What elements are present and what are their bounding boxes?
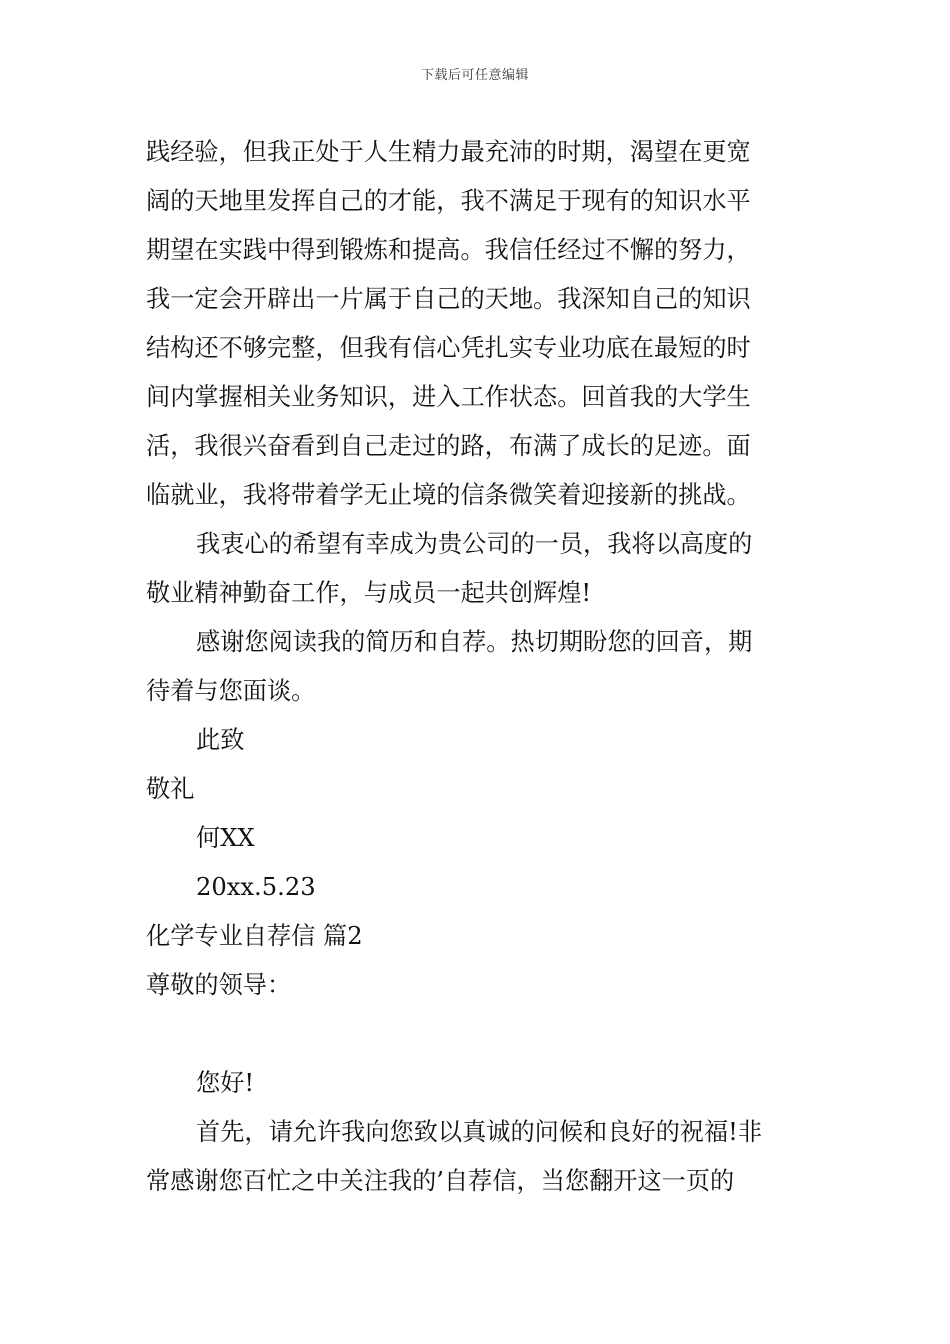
closing-regards: 敬礼: [146, 775, 195, 803]
signature-name: 何XX: [196, 824, 255, 852]
text-line: 常感谢您百忙之中关注我的’自荐信，当您翻开这一页的: [146, 1167, 735, 1195]
text-line: 我一定会开辟出一片属于自己的天地。我深知自己的知识: [146, 285, 751, 313]
text-line: 敬业精神勤奋工作，与成员一起共创辉煌!: [146, 579, 592, 607]
text-line: 待着与您面谈。: [146, 677, 316, 705]
text-line: 临就业，我将带着学无止境的信条微笑着迎接新的挑战。: [146, 481, 751, 509]
text-line: 活，我很兴奋看到自己走过的路，布满了成长的足迹。面: [146, 432, 751, 460]
closing-salutation: 此致: [196, 726, 245, 754]
blank-line: [146, 1010, 808, 1059]
text-line: 结构还不够完整，但我有信心凭扎实专业功底在最短的时: [146, 334, 751, 362]
page-header: 下载后可任意编辑: [420, 68, 529, 83]
paragraph-start-line: 我衷心的希望有幸成为贵公司的一员，我将以高度的: [196, 530, 753, 558]
document-body: [146, 128, 808, 1206]
text-line: 间内掌握相关业务知识，进入工作状态。回首我的大学生: [146, 383, 751, 411]
text-line: 期望在实践中得到锻炼和提高。我信任经过不懈的努力，: [146, 236, 751, 264]
text-line: 践经验，但我正处于人生精力最充沛的时期，渴望在更宽: [146, 138, 751, 166]
paragraph-start-line: 首先，请允许我向您致以真诚的问候和良好的祝福!非: [196, 1118, 763, 1146]
signature-date: 20xx.5.23: [196, 873, 316, 901]
paragraph-start-line: 感谢您阅读我的简历和自荐。热切期盼您的回音，期: [196, 628, 753, 656]
text-line: 阔的天地里发挥自己的才能，我不满足于现有的知识水平: [146, 187, 751, 215]
greeting-hello: 您好!: [196, 1069, 255, 1097]
section-title: 化学专业自荐信 篇2: [146, 922, 363, 950]
greeting-recipient: 尊敬的领导：: [146, 971, 292, 999]
